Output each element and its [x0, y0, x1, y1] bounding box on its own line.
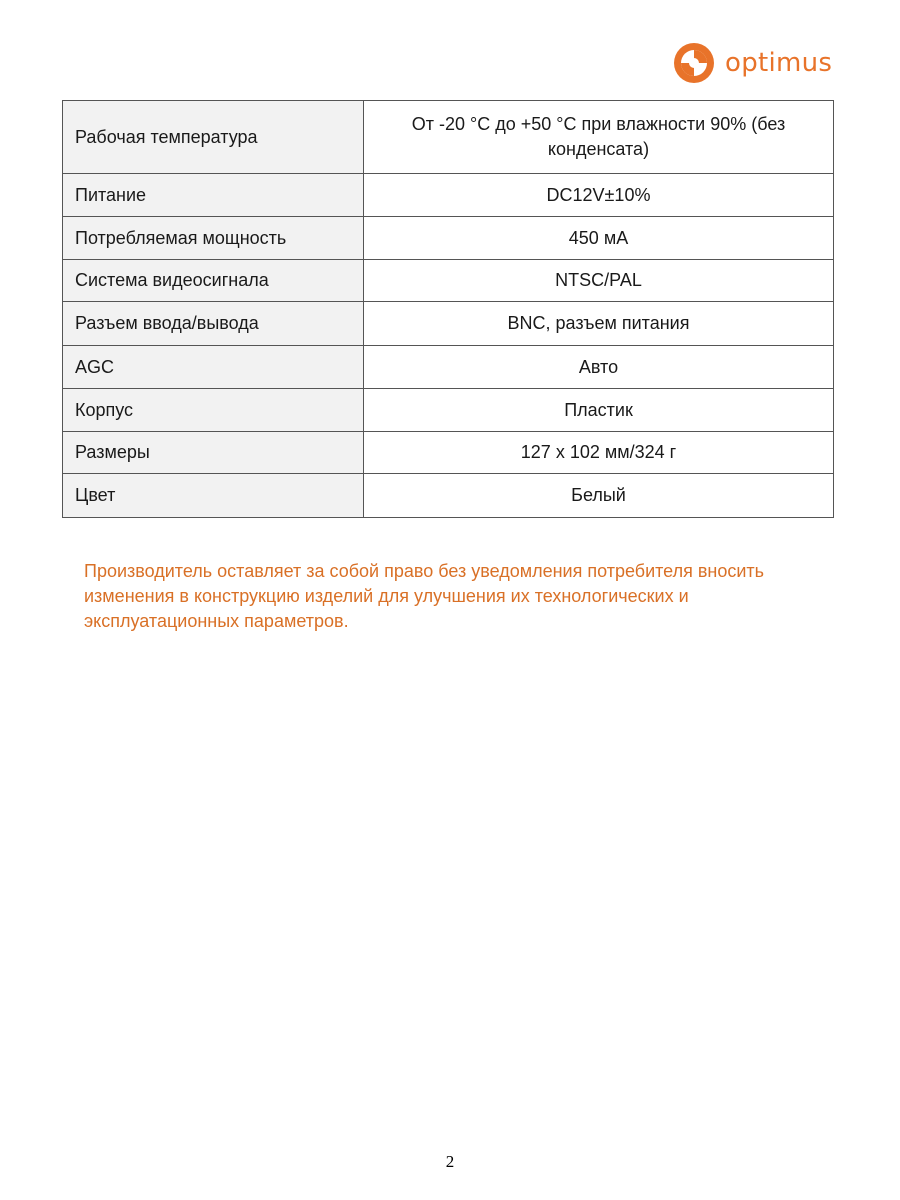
spec-parameter: Рабочая температура	[63, 101, 364, 174]
spec-parameter: Потребляемая мощность	[63, 217, 364, 260]
spec-value: DC12V±10%	[364, 174, 834, 217]
spec-parameter: Цвет	[63, 474, 364, 518]
page-number: 2	[445, 1152, 455, 1171]
spec-value: NTSC/PAL	[364, 260, 834, 302]
spec-parameter: Размеры	[63, 432, 364, 474]
spec-parameter: Разъем ввода/вывода	[63, 302, 364, 346]
spec-row-housing	[63, 389, 834, 432]
spec-parameter: Корпус	[63, 389, 364, 432]
brand-name: optimus	[725, 48, 833, 78]
spec-row-dimensions	[63, 432, 834, 474]
spec-row-io-connector	[63, 302, 834, 346]
brand-logo	[672, 41, 832, 85]
spec-value: Пластик	[364, 389, 834, 432]
spec-value: Авто	[364, 346, 834, 389]
spec-row-agc	[63, 346, 834, 389]
spec-row-power-consumption	[63, 217, 834, 260]
spec-value: От -20 °С до +50 °С при влажности 90% (без конденсата)	[364, 101, 834, 174]
spec-row-video-system	[63, 260, 834, 302]
spec-row-power-supply	[63, 174, 834, 217]
spec-row-color	[63, 474, 834, 518]
spec-value: 127 x 102 мм/324 г	[364, 432, 834, 474]
optimus-logo-icon	[672, 41, 716, 85]
spec-value: Белый	[364, 474, 834, 518]
spec-row-operating-temperature	[63, 101, 834, 174]
spec-parameter: Питание	[63, 174, 364, 217]
spec-value: BNC, разъем питания	[364, 302, 834, 346]
manufacturer-disclaimer: Производитель оставляет за собой право без уведомления потребителя вносить изменения в конструкцию изделий для улучшения их технологических и эксплуатационных параметров.	[84, 561, 765, 631]
specs-table	[62, 100, 834, 518]
spec-parameter: AGC	[63, 346, 364, 389]
spec-parameter: Система видеосигнала	[63, 260, 364, 302]
spec-value: 450 мА	[364, 217, 834, 260]
